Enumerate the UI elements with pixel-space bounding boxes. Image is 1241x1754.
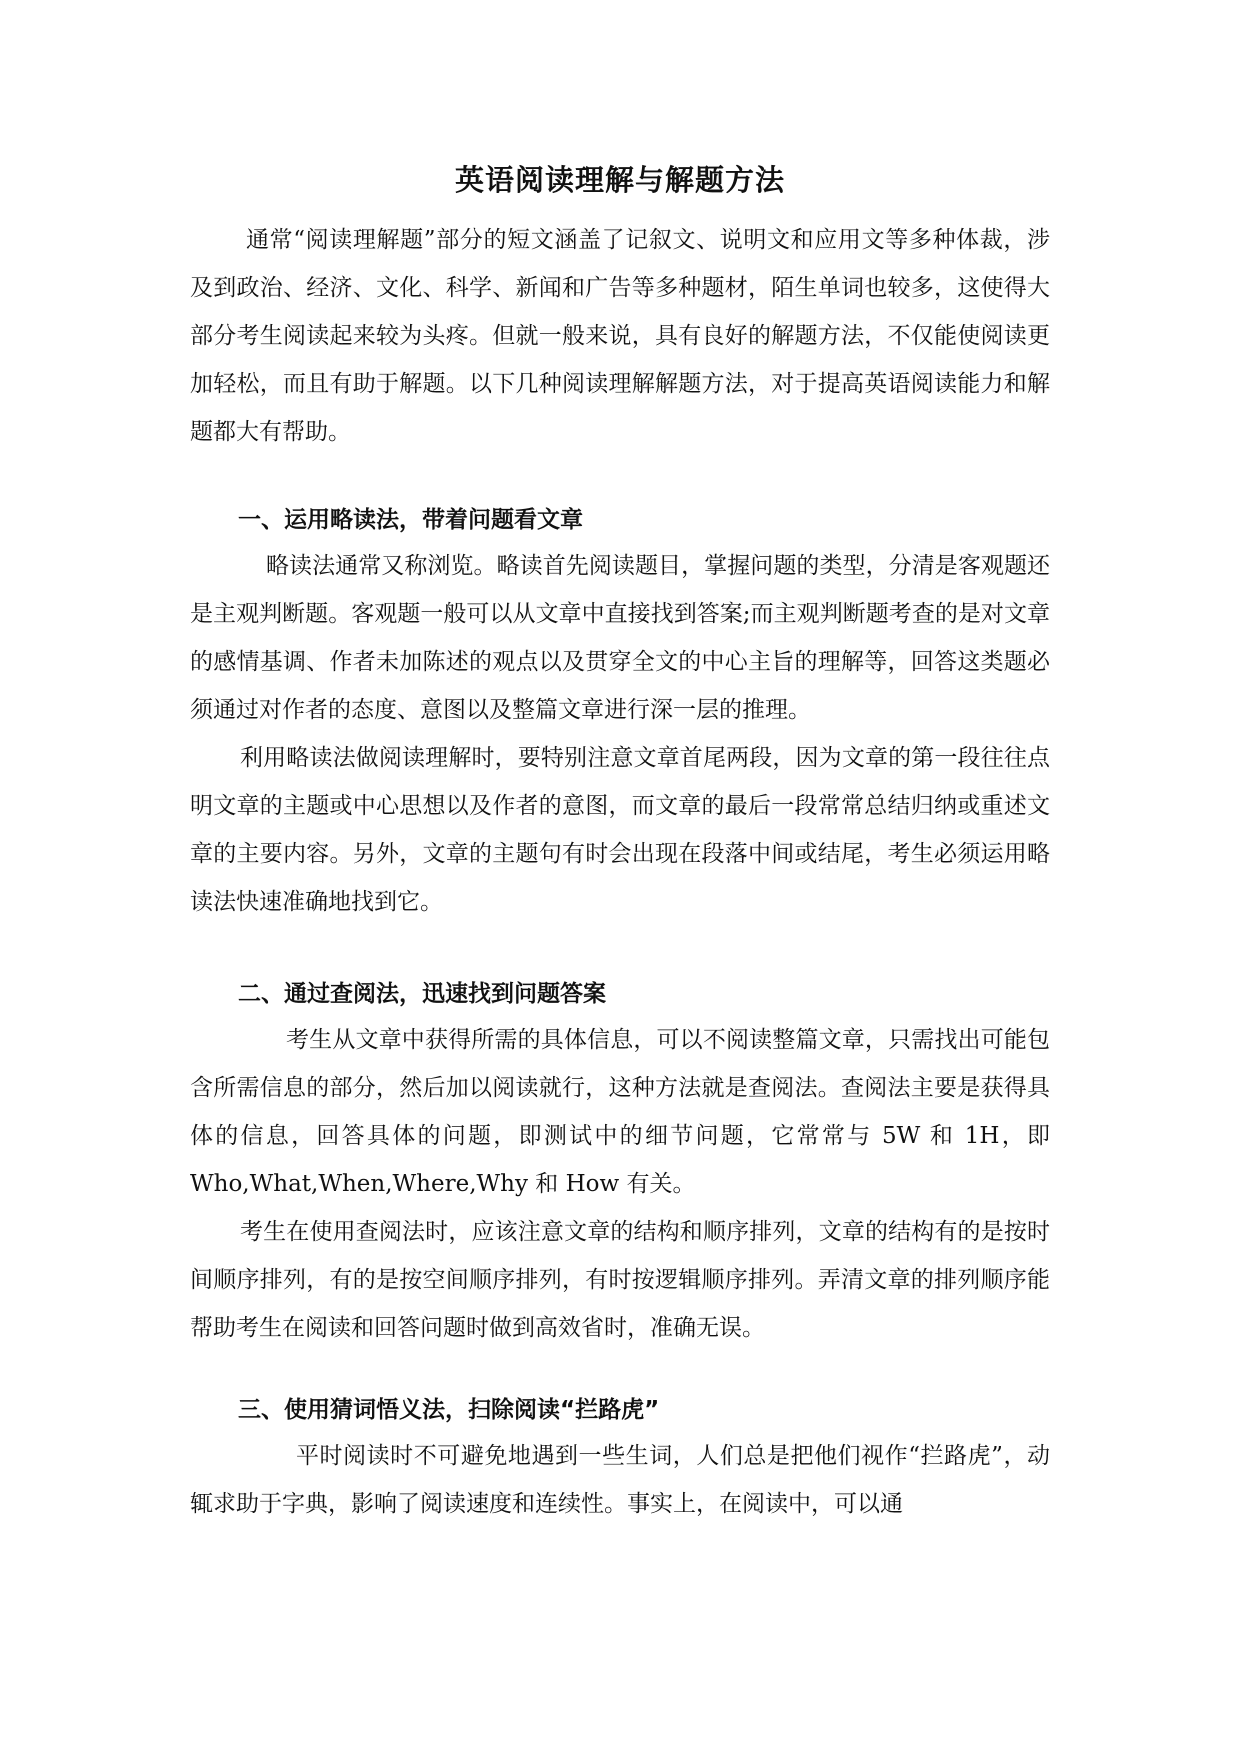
section-2-paragraph-2: 考生在使用查阅法时，应该注意文章的结构和顺序排列，文章的结构有的是按时间顺序排列，有的是按空间顺序排列，有时按逻辑顺序排列。弄清文章的排列顺序能帮助考生在阅读和回答问题时做到高效省时，准确无误。 xyxy=(190,1219,1050,1341)
intro-paragraph: 通常“阅读理解题”部分的短文涵盖了记叙文、说明文和应用文等多种体裁，涉及到政治、经济、文化、科学、新闻和广告等多种题材，陌生单词也较多，这使得大部分考生阅读起来较为头疼。但就一般来说，具有良好的解题方法，不仅能使阅读更加轻松，而且有助于解题。以下几种阅读理解解题方法，对于提高英语阅读能力和解题都大有帮助。 xyxy=(190,227,1050,445)
spacer xyxy=(190,926,1050,972)
spacer xyxy=(190,1352,1050,1388)
section-heading-3: 三、使用猜词悟义法，扫除阅读“拦路虎” xyxy=(238,1397,660,1423)
spacer xyxy=(190,456,1050,498)
section-2-paragraph-1: 考生从文章中获得所需的具体信息，可以不阅读整篇文章，只需找出可能包含所需信息的部分，然后加以阅读就行，这种方法就是查阅法。查阅法主要是获得具体的信息，回答具体的问题，即测试中的细节问题，它常常与 5W 和 1H，即 Who,What,When,Where,Why 和 How 有关。 xyxy=(190,1027,1050,1197)
section-heading-1: 一、运用略读法，带着问题看文章 xyxy=(238,507,583,533)
section-heading-2: 二、通过查阅法，迅速找到问题答案 xyxy=(238,981,606,1007)
section-1-paragraph-2: 利用略读法做阅读理解时，要特别注意文章首尾两段，因为文章的第一段往往点明文章的主题或中心思想以及作者的意图，而文章的最后一段常常总结归纳或重述文章的主要内容。另外，文章的主题句有时会出现在段落中间或结尾，考生必须运用略读法快速准确地找到它。 xyxy=(190,745,1050,915)
section-3-paragraph-1: 平时阅读时不可避免地遇到一些生词，人们总是把他们视作“拦路虎”，动辄求助于字典，影响了阅读速度和连续性。事实上，在阅读中，可以通 xyxy=(190,1443,1050,1517)
document-body xyxy=(190,160,1050,1528)
document-title: 英语阅读理解与解题方法 xyxy=(454,163,785,197)
section-1-paragraph-1: 略读法通常又称浏览。略读首先阅读题目，掌握问题的类型，分清是客观题还是主观判断题。客观题一般可以从文章中直接找到答案;而主观判断题考查的是对文章的感情基调、作者未加陈述的观点以及贯穿全文的中心主旨的理解等，回答这类题必须通过对作者的态度、意图以及整篇文章进行深一层的推理。 xyxy=(190,553,1050,723)
